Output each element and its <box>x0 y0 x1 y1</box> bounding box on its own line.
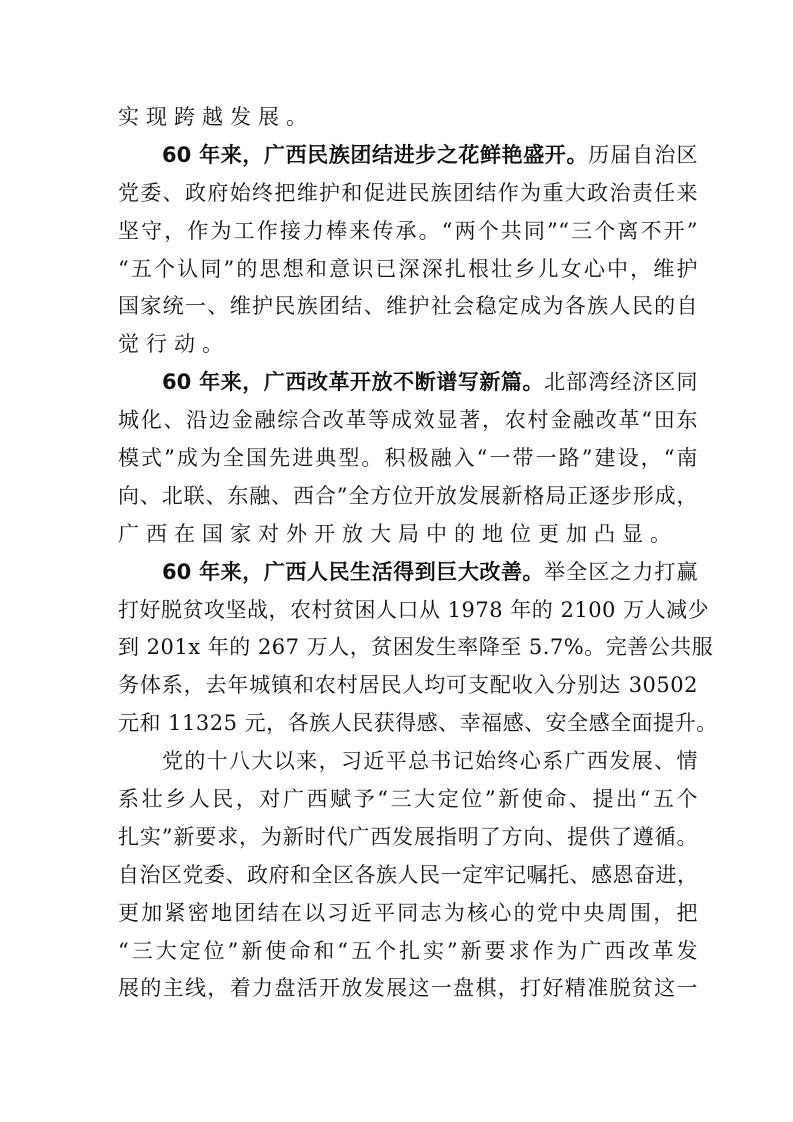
text-line <box>118 99 698 137</box>
bold-lead-sentence: 60 年来，广西人民生活得到巨大改善。 <box>162 559 545 584</box>
line-text: 向、北联、东融、西合”全方位开放发展新格局正逐步形成， <box>118 483 698 508</box>
line-text: 到 201x 年的 267 万人，贫困发生率降至 5.7%。完善公共服 <box>118 635 714 660</box>
line-text: 元和 11325 元，各族人民获得感、幸福感、安全感全面提升。 <box>118 711 718 736</box>
line-text: 系壮乡人民，对广西赋予“三大定位”新使命、提出“五个 <box>118 787 698 812</box>
text-line <box>118 137 698 175</box>
text-line <box>118 364 698 402</box>
text-line <box>118 592 710 630</box>
line-text: 城化、沿边金融综合改革等成效显著，农村金融改革“田东 <box>118 408 698 433</box>
line-text: 觉行动。 <box>118 332 230 357</box>
line-text: 实现跨越发展。 <box>118 105 314 129</box>
text-line <box>118 743 698 781</box>
line-text: 务体系，去年城镇和农村居民人均可支配收入分别达 30502 <box>118 673 698 698</box>
line-text: 自治区党委、政府和全区各族人民一定牢记嘱托、感恩奋进， <box>118 862 699 887</box>
text-line <box>118 440 698 478</box>
paragraph <box>118 554 718 743</box>
line-text: 党委、政府始终把维护和促进民族团结作为重大政治责任来 <box>118 180 698 205</box>
line-text: 广西在国家对外开放大局中的地位更加凸显。 <box>118 521 678 546</box>
line-text: 党的十八大以来，习近平总书记始终心系广西发展、情 <box>162 749 698 774</box>
text-line <box>118 629 714 667</box>
line-text: 举全区之力打赢 <box>544 559 698 584</box>
text-line <box>118 554 698 592</box>
text-line <box>118 288 698 326</box>
line-text: 国家统一、维护民族团结、维护社会稳定成为各族人民的自 <box>118 294 698 319</box>
line-text: 展的主线，着力盘活开放发展这一盘棋，打好精准脱贫这一 <box>118 976 698 1001</box>
bold-lead-sentence: 60 年来，广西改革开放不断谱写新篇。 <box>162 370 545 395</box>
text-line <box>118 402 698 440</box>
paragraph <box>118 364 698 553</box>
text-line <box>118 857 698 895</box>
text-line <box>118 516 698 554</box>
line-text: 北部湾经济区同 <box>544 370 698 395</box>
paragraph <box>118 99 698 137</box>
paragraph <box>118 137 698 364</box>
text-line <box>118 705 718 743</box>
text-line <box>118 933 698 971</box>
line-text: 坚守，作为工作接力棒来传承。“两个共同”“三个离不开” <box>118 218 698 243</box>
line-text: 更加紧密地团结在以习近平同志为核心的党中央周围，把 <box>118 900 698 925</box>
line-text: 打好脱贫攻坚战，农村贫困人口从 1978 年的 2100 万人减少 <box>118 597 710 622</box>
line-text: 扎实”新要求，为新时代广西发展指明了方向、提供了遵循。 <box>118 824 698 849</box>
line-text: 历届自治区 <box>588 142 698 167</box>
text-line <box>118 970 698 1008</box>
text-line <box>118 667 698 705</box>
text-line <box>118 175 698 213</box>
text-line <box>118 326 698 364</box>
text-line <box>118 781 698 819</box>
document-body <box>118 99 718 1008</box>
text-line <box>118 251 698 289</box>
line-text: 模式”成为全国先进典型。积极融入“一带一路”建设，“南 <box>118 446 698 471</box>
text-line <box>118 895 698 933</box>
paragraph <box>118 743 698 1008</box>
text-line <box>118 819 698 857</box>
text-line <box>118 213 698 251</box>
line-text: “五个认同”的思想和意识已深深扎根壮乡儿女心中，维护 <box>118 256 698 281</box>
text-line <box>118 478 698 516</box>
line-text: “三大定位”新使命和“五个扎实”新要求作为广西改革发 <box>118 938 698 963</box>
bold-lead-sentence: 60 年来，广西民族团结进步之花鲜艳盛开。 <box>162 142 589 167</box>
